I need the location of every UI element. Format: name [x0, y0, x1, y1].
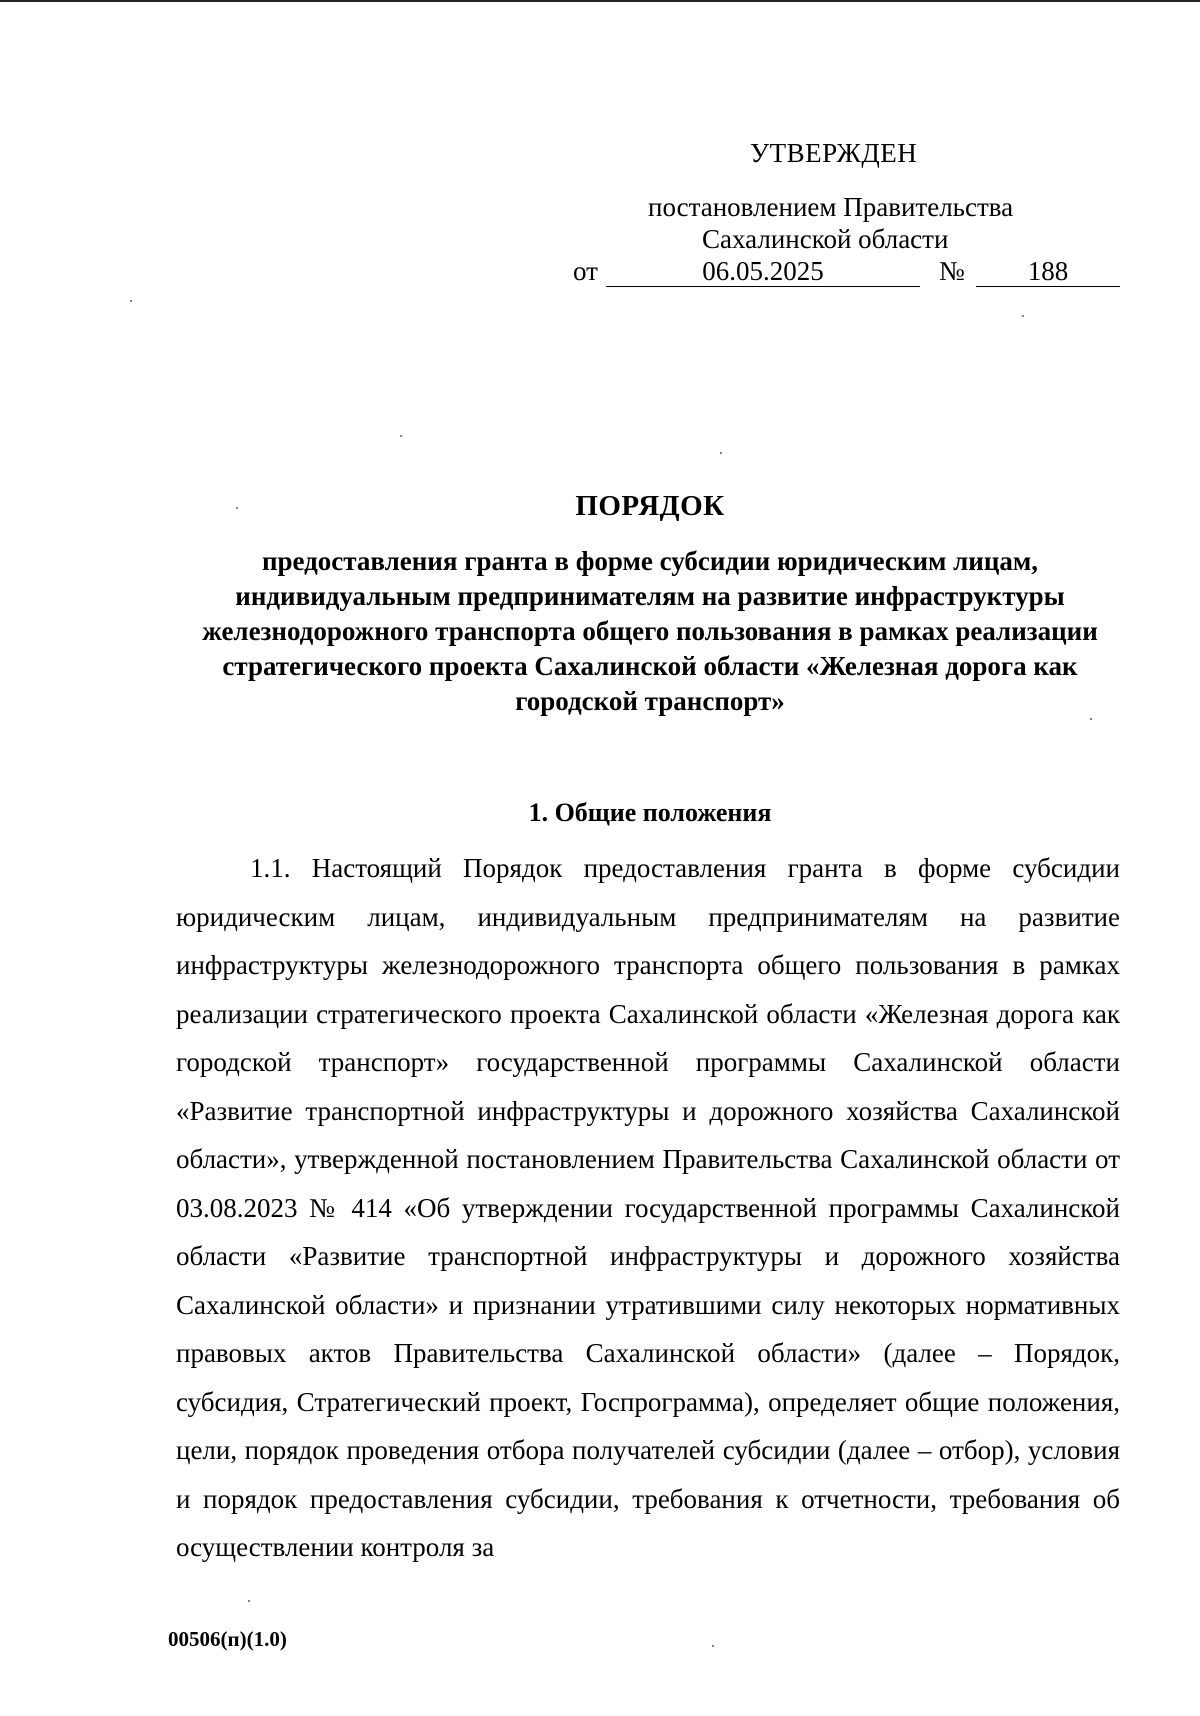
approval-authority-line1: постановлением Правительства: [648, 192, 1014, 222]
scan-speck: [236, 507, 238, 509]
subtitle-line: стратегического проекта Сахалинской области «Железная дорога как: [222, 651, 1078, 681]
scan-speck: [248, 1600, 250, 1602]
subtitle-line: городской транспорт»: [515, 686, 785, 716]
approval-number: 188: [976, 256, 1120, 287]
scan-speck: [400, 435, 402, 437]
scan-speck: [1090, 718, 1092, 720]
document-title: ПОРЯДОК: [575, 490, 725, 522]
approval-date-row: [540, 256, 1120, 290]
body-paragraph: 1.1. Настоящий Порядок предоставления гранта в форме субсидии юридическим лицам, индивидуальным предпринимателям на развитие инфраструктуры железнодорожного транспорта общего пользования в рамках реализации стратегического проекта Сахалинской области «Железная дорога как городской транспорт» государственной программы Сахалинской области «Развитие транспортной инфраструктуры и дорожного хозяйства Сахалинской области», утвержденной постановлением Правительства Сахалинской области от 03.08.2023 № 414 «Об утверждении государственной программы Сахалинской области «Развитие транспортной инфраструктуры и дорожного хозяйства Сахалинской области» и признании утратившими силу некоторых нормативных правовых актов Правительства Сахалинской области» (далее – Порядок, субсидия, Стратегический проект, Госпрограмма), определяет общие положения, цели, порядок проведения отбора получателей субсидии (далее – отбор), условия и порядок предоставления субсидии, требования к отчетности, требования об осуществлении контроля за: [176, 853, 1120, 1562]
scan-speck: [1022, 315, 1024, 317]
approval-authority-line2: Сахалинской области: [702, 224, 949, 254]
subtitle-line: железнодорожного транспорта общего пользования в рамках реализации: [202, 616, 1098, 646]
approval-date: 06.05.2025: [606, 256, 920, 287]
document-subtitle: [0, 544, 1200, 719]
section-heading: 1. Общие положения: [528, 798, 772, 827]
scan-speck: [130, 300, 132, 302]
scan-speck: [712, 1645, 714, 1647]
scan-speck: [720, 452, 722, 454]
approval-title: УТВЕРЖДЕН: [750, 138, 918, 168]
top-border-line: [0, 0, 1200, 2]
subtitle-line: индивидуальным предпринимателям на развитие инфраструктуры: [235, 581, 1065, 611]
date-prefix: от: [573, 256, 598, 286]
number-sign: №: [939, 256, 965, 286]
subtitle-line: предоставления гранта в форме субсидии юридическим лицам,: [261, 546, 1039, 576]
document-footer-code: 00506(п)(1.0): [168, 1627, 287, 1651]
